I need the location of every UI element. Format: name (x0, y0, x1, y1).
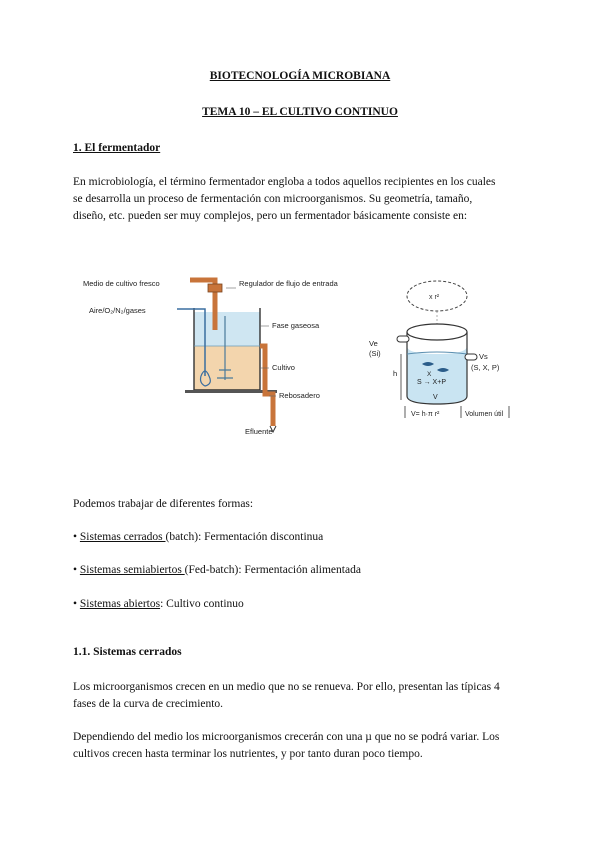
list-item-closed (73, 529, 323, 546)
intro-line-2: se desarrolla un proceso de fermentación con microorganismos. Su geometría, tamaño, (73, 193, 473, 205)
label-gases: Aire/O₂/N₂/gases (89, 306, 146, 315)
label-gas-phase: Fase gaseosa (272, 321, 320, 330)
fermenter-diagram (77, 266, 517, 440)
outflow-port (465, 354, 477, 360)
section-1-heading: 1. El fermentador (73, 142, 161, 154)
term-semiopen-systems: Sistemas semiabiertos (79, 564, 185, 576)
term-open-systems: Sistemas abiertos (79, 598, 161, 610)
overflow-pipe (260, 346, 273, 426)
gas-phase-region (194, 312, 260, 346)
forms-intro: Podemos trabajar de diferentes formas: (73, 498, 254, 510)
label-overflow: Rebosadero (279, 391, 320, 400)
label-effluent: Efluente (245, 427, 273, 436)
culture-liquid (194, 346, 260, 390)
label-outflow: Vs (479, 352, 488, 361)
label-height: h (393, 369, 398, 378)
inflow-port (397, 336, 409, 342)
label-volume-formula: V= h·π r² (411, 411, 440, 418)
closed-p1-line-1: Los microorganismos crecen en un medio que no se renueva. Por ello, presentan las típicas 4 (73, 681, 500, 693)
desc-semiopen-systems: (Fed-batch): Fermentación alimentada (184, 564, 361, 576)
topic-title: TEMA 10 – EL CULTIVO CONTINUO (202, 106, 398, 118)
closed-p1-line-2: fases de la curva de crecimiento. (73, 698, 224, 710)
flow-regulator (208, 284, 222, 292)
list-item-semiopen (73, 562, 361, 579)
label-useful-volume: Volumen útil (465, 411, 504, 418)
desc-closed-systems: (batch): Fermentación discontinua (165, 531, 324, 543)
bullet: • (73, 564, 78, 576)
label-inflow-substrate: (Si) (369, 349, 381, 358)
label-outflow-products: (S, X, P) (471, 363, 500, 372)
label-top-area: x r² (429, 294, 440, 301)
bullet: • (73, 531, 78, 543)
course-title: BIOTECNOLOGÍA MICROBIANA (209, 70, 391, 82)
label-inflow: Ve (369, 339, 378, 348)
label-reaction: S → X+P (417, 379, 446, 386)
cylinder-top (407, 324, 467, 340)
section-1-1-heading: 1.1. Sistemas cerrados (73, 646, 182, 658)
closed-p2-line-1: Dependiendo del medio los microorganismos crecerán con una µ que no se podrá variar. Los (73, 731, 500, 743)
intro-line-3: diseño, etc. pueden ser muy complejos, pero un fermentador básicamente consiste en: (73, 210, 468, 222)
list-item-open (73, 596, 244, 613)
label-flow-regulator: Regulador de flujo de entrada (239, 279, 338, 288)
desc-open-systems: : Cultivo continuo (160, 598, 244, 610)
bullet: • (73, 598, 78, 610)
label-fresh-medium: Medio de cultivo fresco (83, 279, 160, 288)
fermenter-figure (77, 266, 517, 440)
label-reaction-x: X (427, 371, 432, 378)
term-closed-systems: Sistemas cerrados (79, 531, 166, 543)
intro-line-1: En microbiología, el término fermentador engloba a todos aquellos recipientes en los cuales (73, 176, 496, 188)
label-culture: Cultivo (272, 363, 295, 372)
closed-p2-line-2: cultivos crecen hasta terminar los nutrientes, y por tanto duran poco tiempo. (73, 748, 423, 760)
label-volume-symbol: V (433, 394, 438, 401)
